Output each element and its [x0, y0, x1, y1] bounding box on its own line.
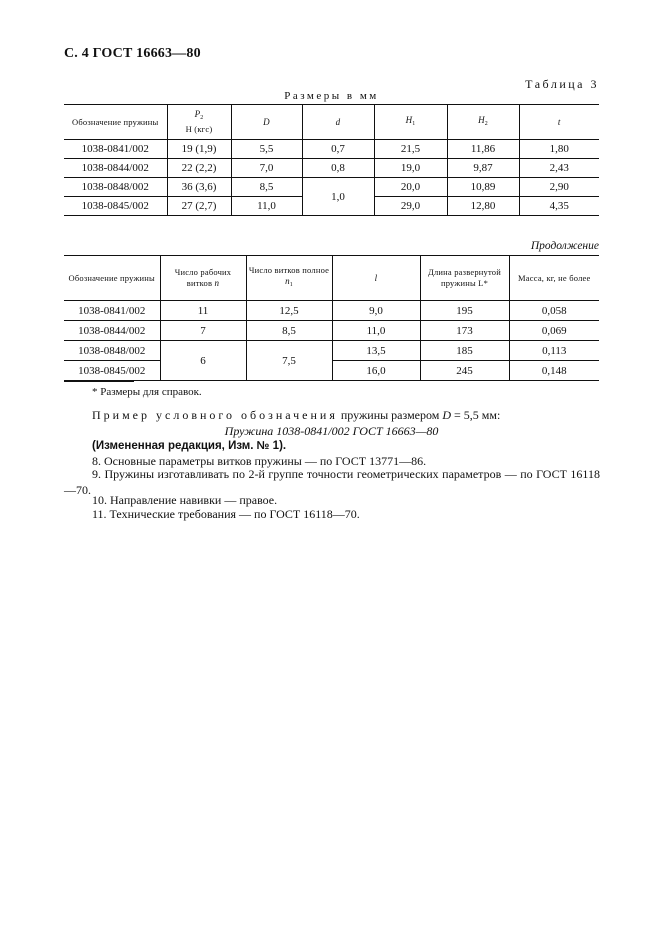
- cell-n1: 12,5: [246, 301, 332, 321]
- table-row: [64, 341, 599, 361]
- col-D: D: [231, 105, 302, 140]
- cell-t: 1,80: [519, 140, 599, 159]
- example-text: пружины размером: [337, 408, 443, 422]
- cell-H1: 20,0: [374, 178, 447, 197]
- cell-H2: 9,87: [447, 159, 519, 178]
- cell-d: 0,8: [302, 159, 374, 178]
- cell-l: 16,0: [332, 361, 420, 381]
- cell-p2: 36 (3,6): [167, 178, 231, 197]
- col-H2: $H_2$: [447, 105, 519, 140]
- table-3: [64, 104, 599, 216]
- paragraph-9: 9. Пружины изготавливать по 2-й группе точности геометрических параметров — по ГОСТ 16118—70.: [64, 467, 600, 497]
- table-row: [64, 178, 599, 197]
- cell-n-merged: 6: [160, 341, 246, 381]
- cell-n: 7: [160, 321, 246, 341]
- table-3-continuation: [64, 255, 599, 381]
- cell-L: 185: [420, 341, 509, 361]
- cell-designation: 1038-0844/002: [64, 159, 167, 178]
- col-designation: Обозначение пружины: [64, 105, 167, 140]
- cell-p2: 22 (2,2): [167, 159, 231, 178]
- amendment-note: (Измененная редакция, Изм. № 1).: [92, 440, 287, 452]
- dimensions-caption: Размеры в мм: [284, 90, 379, 102]
- cell-mass: 0,069: [509, 321, 599, 341]
- cell-D: 5,5: [231, 140, 302, 159]
- cell-mass: 0,058: [509, 301, 599, 321]
- paragraph-8: 8. Основные параметры витков пружины — по ГОСТ 13771—86.: [92, 454, 427, 468]
- footnote: * Размеры для справок.: [92, 386, 202, 398]
- cell-mass: 0,148: [509, 361, 599, 381]
- col-working-turns: Число рабочих витков n: [160, 256, 246, 301]
- cell-H1: 29,0: [374, 197, 447, 216]
- continuation-label: Продолжение: [530, 240, 599, 252]
- table-header-row: [64, 256, 599, 301]
- table-row: [64, 361, 599, 381]
- col-l: l: [332, 256, 420, 301]
- cell-D: 11,0: [231, 197, 302, 216]
- cell-designation: 1038-0848/002: [64, 341, 160, 361]
- table-row: [64, 159, 599, 178]
- col-mass: Масса, кг, не более: [509, 256, 599, 301]
- col-total-turns: Число витков полное $n_1$: [246, 256, 332, 301]
- cell-H2: 12,80: [447, 197, 519, 216]
- example-value: = 5,5 мм:: [451, 408, 501, 422]
- cell-n1-merged: 7,5: [246, 341, 332, 381]
- cell-t: 2,90: [519, 178, 599, 197]
- cell-n: 11: [160, 301, 246, 321]
- cell-H1: 21,5: [374, 140, 447, 159]
- col-d: d: [302, 105, 374, 140]
- designation-example: [92, 408, 500, 423]
- footnote-divider: [64, 381, 134, 382]
- cell-designation: 1038-0841/002: [64, 140, 167, 159]
- example-lead: Пример условного обозначения: [92, 408, 338, 422]
- cell-l: 13,5: [332, 341, 420, 361]
- cell-l: 9,0: [332, 301, 420, 321]
- page-header: С. 4 ГОСТ 16663—80: [64, 46, 201, 61]
- cell-mass: 0,113: [509, 341, 599, 361]
- example-code: Пружина 1038-0841/002 ГОСТ 16663—80: [224, 424, 439, 438]
- cell-D: 8,5: [231, 178, 302, 197]
- table-row: [64, 301, 599, 321]
- cell-t: 2,43: [519, 159, 599, 178]
- cell-n1: 8,5: [246, 321, 332, 341]
- cell-designation: 1038-0845/002: [64, 197, 167, 216]
- col-p2: $P_2$ Н (кгс): [167, 105, 231, 140]
- table-row: [64, 321, 599, 341]
- example-var: D: [442, 408, 452, 422]
- cell-designation: 1038-0844/002: [64, 321, 160, 341]
- col-designation: Обозначение пружины: [64, 256, 160, 301]
- cell-D: 7,0: [231, 159, 302, 178]
- cell-designation: 1038-0848/002: [64, 178, 167, 197]
- table-header-row: [64, 105, 599, 140]
- cell-L: 173: [420, 321, 509, 341]
- cell-H1: 19,0: [374, 159, 447, 178]
- paragraph-10: 10. Направление навивки — правое.: [92, 493, 278, 507]
- cell-t: 4,35: [519, 197, 599, 216]
- cell-L: 195: [420, 301, 509, 321]
- cell-H2: 11,86: [447, 140, 519, 159]
- table-row: [64, 140, 599, 159]
- col-H1: $H_1$: [374, 105, 447, 140]
- cell-p2: 19 (1,9): [167, 140, 231, 159]
- paragraph-11: 11. Технические требования — по ГОСТ 16118—70.: [92, 507, 360, 521]
- cell-L: 245: [420, 361, 509, 381]
- col-length: Длина развернутой пружины L*: [420, 256, 509, 301]
- cell-designation: 1038-0845/002: [64, 361, 160, 381]
- cell-p2: 27 (2,7): [167, 197, 231, 216]
- cell-designation: 1038-0841/002: [64, 301, 160, 321]
- col-t: t: [519, 105, 599, 140]
- cell-H2: 10,89: [447, 178, 519, 197]
- cell-d-merged: 1,0: [302, 178, 374, 216]
- cell-l: 11,0: [332, 321, 420, 341]
- table-label: Таблица 3: [525, 77, 599, 91]
- cell-d: 0,7: [302, 140, 374, 159]
